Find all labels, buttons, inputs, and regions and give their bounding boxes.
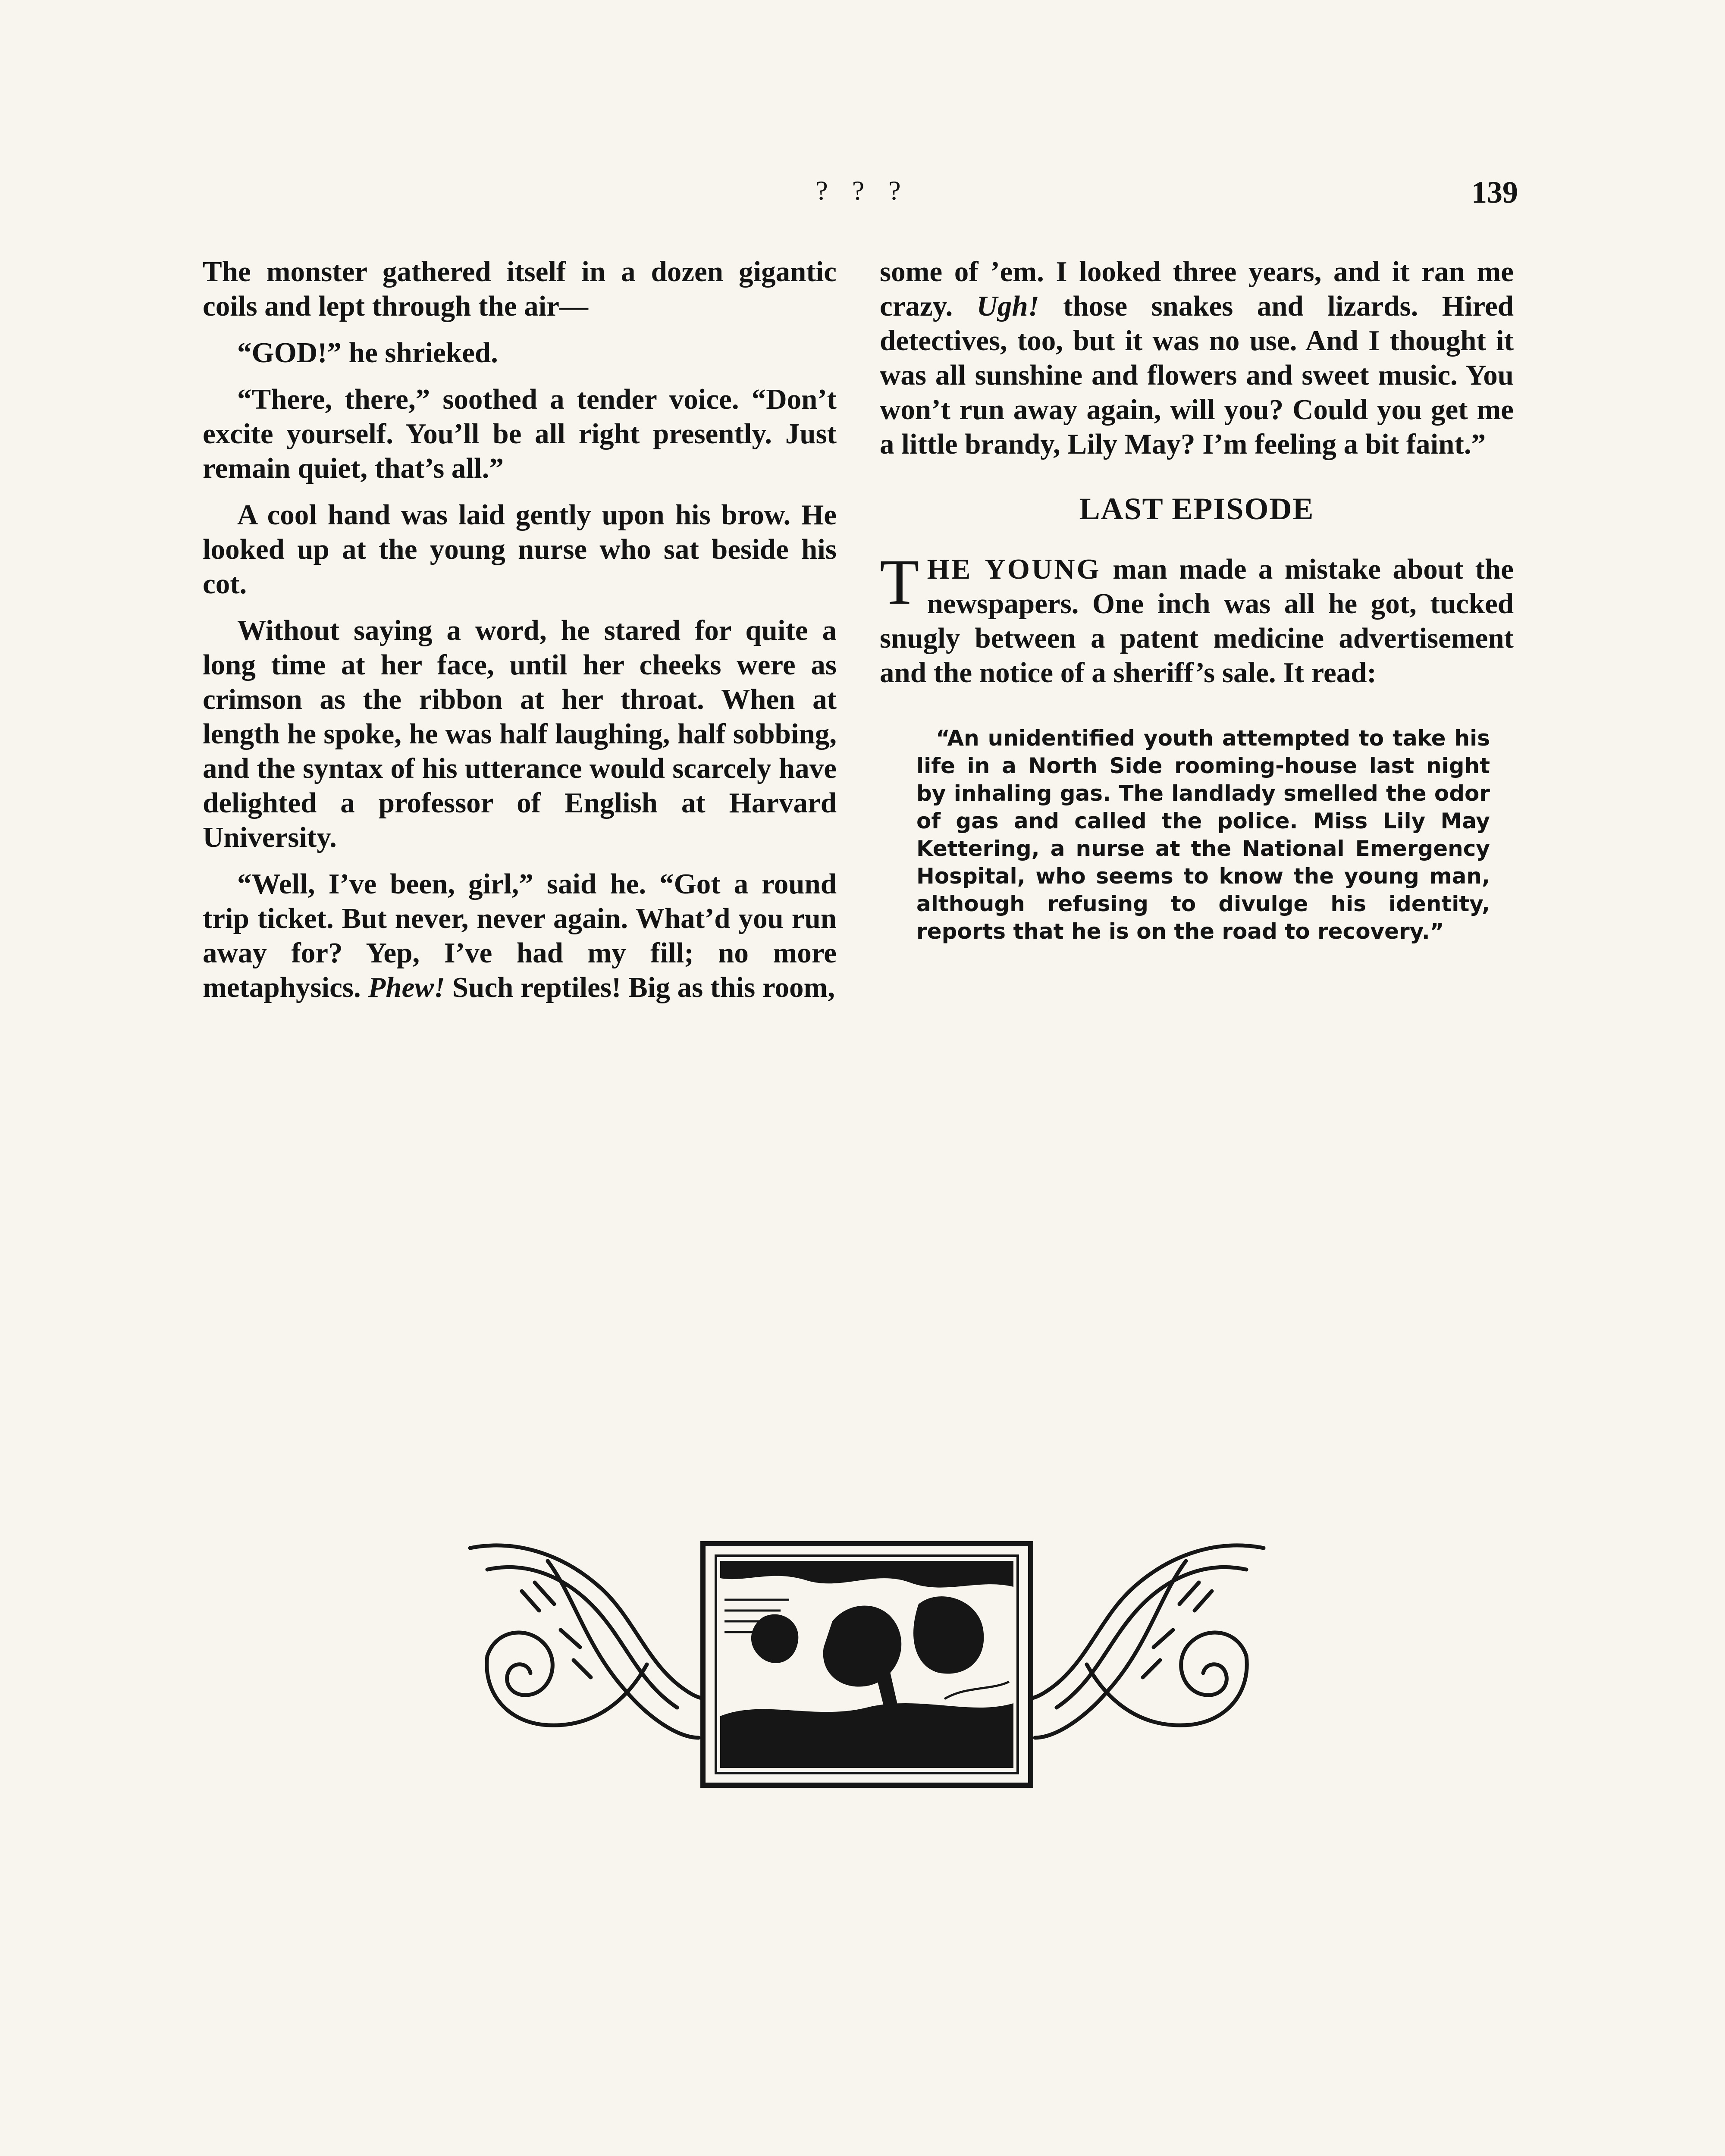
running-head: ? ? ? <box>815 175 910 206</box>
page-number: 139 <box>1471 175 1518 210</box>
paragraph <box>203 867 837 1005</box>
paragraph: The monster gathered itself in a dozen gigantic coils and lept through the air— <box>203 256 837 322</box>
drop-cap: T <box>880 546 919 618</box>
paragraph-text: man made a mistake about the newspapers. One inch was all he got, tucked snugly between a patent medicine advertisement and the notice of a sheriff’s sale. It read: <box>880 553 1514 689</box>
paragraph-text: some of ’em. I looked three years, and it ran me crazy. <box>880 256 1514 322</box>
section-heading: LAST EPISODE <box>1079 492 1314 526</box>
paragraph-text: those snakes and lizards. Hired detectives, too, but it was no use. And I thought it was all sunshine and flowers and sweet music. You won’t run away again, will you? Could you get me a little brandy, Lily May? I’m feeling a bit faint.” <box>880 290 1514 460</box>
smallcaps-lead: HE YOUNG <box>927 553 1101 585</box>
italic-exclamation: Phew! <box>368 971 445 1003</box>
left-column <box>203 254 837 1017</box>
italic-exclamation: Ugh! <box>976 290 1039 322</box>
paragraph: A cool hand was laid gently upon his brow. He looked up at the young nurse who sat beside his cot. <box>203 499 837 600</box>
paragraph-text: Such reptiles! Big as this room, <box>445 971 835 1003</box>
newspaper-clipping: “An unidentified youth attempted to take his life in a North Side rooming-house last night by inhaling gas. The landlady smelled the odor of gas and called the police. Miss Lily May Kettering, a nurse at the National Emergency Hospital, who seems to know the young man, although refusing to divulge his identity, reports that he is on the road to recovery.” <box>916 726 1490 944</box>
paragraph-text: “Well, I’ve been, girl,” said he. “Got a round trip ticket. But never, never again. What’d you run away for? Yep, I’ve had my fill; no more metaphysics. <box>203 868 837 1003</box>
paragraph <box>880 546 1514 690</box>
right-column <box>880 254 1514 945</box>
paragraph-continued <box>880 254 1514 461</box>
paragraph: “GOD!” he shrieked. <box>237 337 498 369</box>
paragraph: Without saying a word, he stared for quite a long time at her face, until her cheeks were as crimson as the ribbon at her throat. When at length he spoke, he was half laughing, half sobbing, and the syntax of his utterance would scarcely have delighted a professor of English at Harvard University. <box>203 614 837 853</box>
vignette-tailpiece-icon <box>461 1535 1272 1802</box>
paragraph: “There, there,” soothed a tender voice. “Don’t excite yourself. You’ll be all right presently. Just remain quiet, that’s all.” <box>203 383 837 484</box>
